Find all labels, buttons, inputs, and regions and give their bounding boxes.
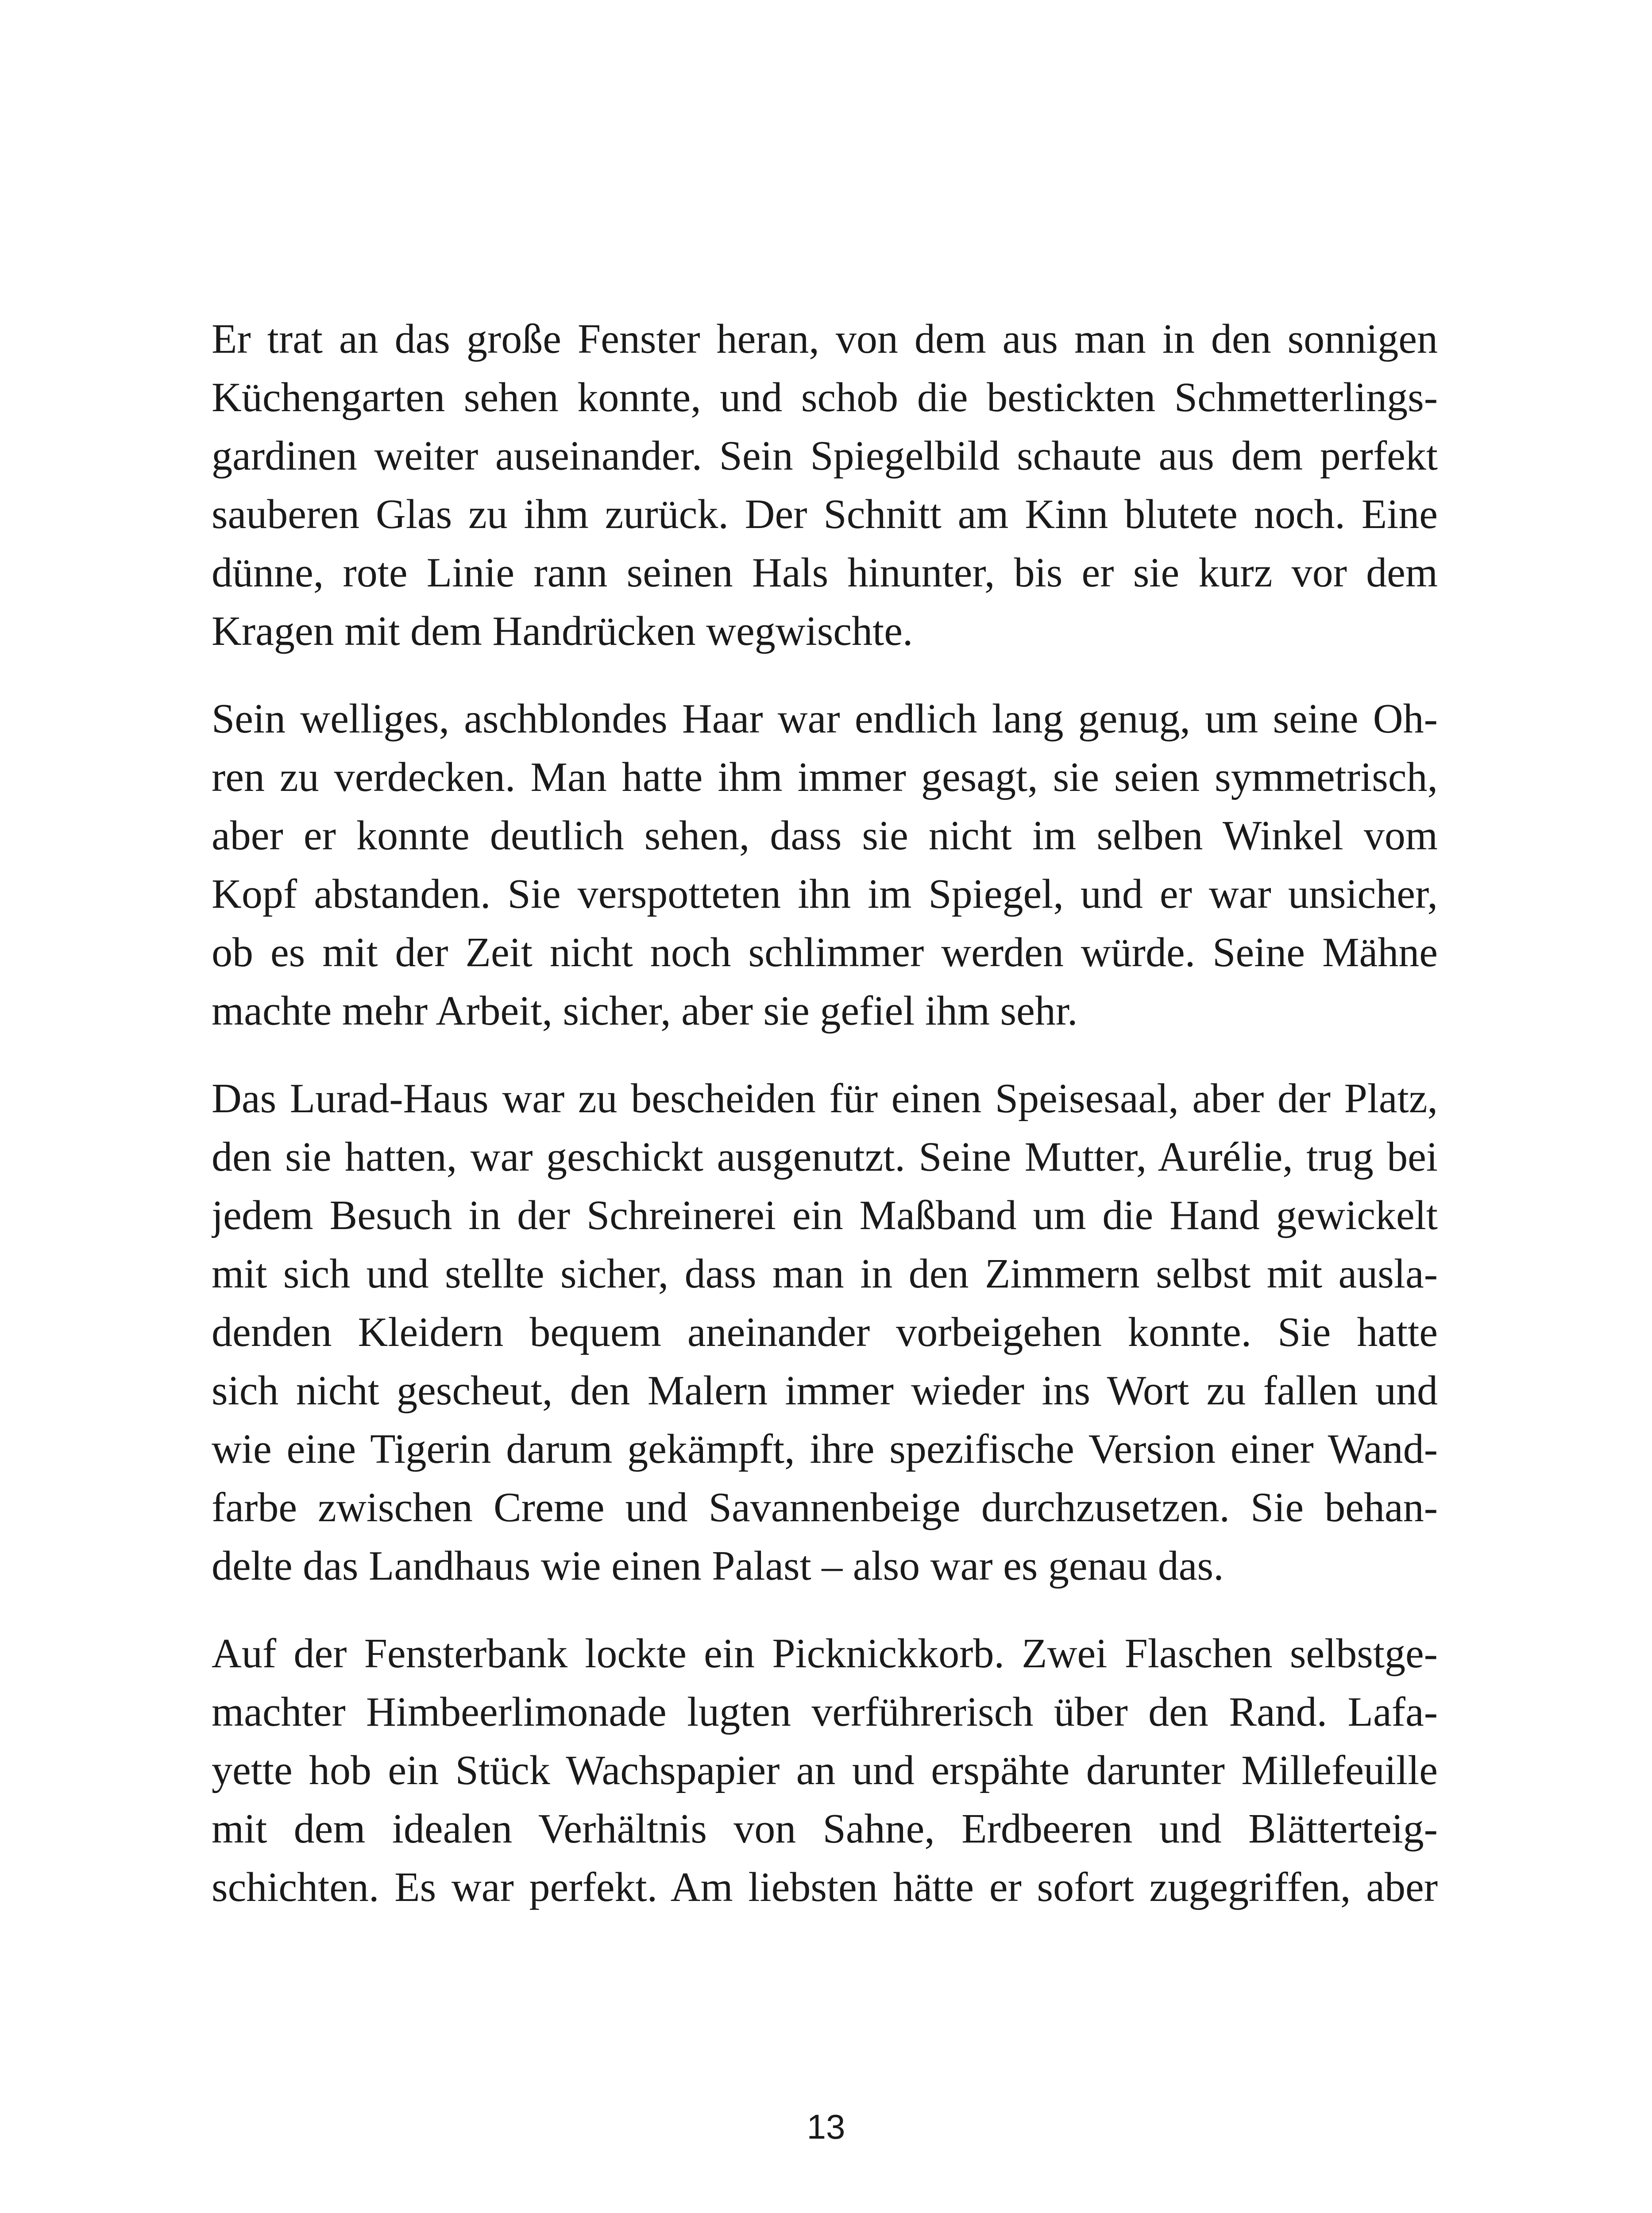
- text-line: Kopf abstanden. Sie verspotteten ihn im Spiegel, und er war unsicher,: [212, 871, 1438, 917]
- text-line: denden Kleidern bequem aneinander vorbeigehen konnte. Sie hatte: [212, 1309, 1438, 1355]
- paragraph-2: [212, 690, 1438, 1040]
- page-number: 13: [807, 2107, 845, 2146]
- text-line: jedem Besuch in der Schreinerei ein Maßband um die Hand gewickelt: [212, 1192, 1438, 1238]
- text-line: Auf der Fensterbank lockte ein Picknickkorb. Zwei Flaschen selbstge-: [212, 1631, 1438, 1677]
- text-line: delte das Landhaus wie einen Palast – also war es genau das.: [212, 1543, 1224, 1589]
- text-line: gardinen weiter auseinander. Sein Spiegelbild schaute aus dem perfekt: [212, 433, 1438, 479]
- text-line: aber er konnte deutlich sehen, dass sie nicht im selben Winkel vom: [212, 813, 1438, 859]
- text-line: yette hob ein Stück Wachspapier an und erspähte darunter Millefeuille: [212, 1747, 1438, 1793]
- text-line: dünne, rote Linie rann seinen Hals hinunter, bis er sie kurz vor dem: [212, 550, 1438, 596]
- text-line: sich nicht gescheut, den Malern immer wieder ins Wort zu fallen und: [212, 1368, 1438, 1414]
- text-line: Kragen mit dem Handrücken wegwischte.: [212, 608, 913, 654]
- text-line: ob es mit der Zeit nicht noch schlimmer werden würde. Seine Mähne: [212, 929, 1438, 975]
- text-line: wie eine Tigerin darum gekämpft, ihre spezifische Version einer Wand-: [212, 1426, 1438, 1472]
- text-line: mit dem idealen Verhältnis von Sahne, Erdbeeren und Blätterteig-: [212, 1806, 1438, 1852]
- text-line: machte mehr Arbeit, sicher, aber sie gefiel ihm sehr.: [212, 988, 1078, 1034]
- text-line: Küchengarten sehen konnte, und schob die bestickten Schmetterlings-: [212, 374, 1438, 420]
- text-line: ren zu verdecken. Man hatte ihm immer gesagt, sie seien symmetrisch,: [212, 754, 1438, 800]
- text-line: Er trat an das große Fenster heran, von dem aus man in den sonnigen: [212, 316, 1438, 362]
- paragraph-3: [212, 1069, 1438, 1595]
- text-line: Das Lurad-Haus war zu bescheiden für einen Speisesaal, aber der Platz,: [212, 1076, 1438, 1122]
- paragraph-4: [212, 1624, 1438, 1916]
- text-line: sauberen Glas zu ihm zurück. Der Schnitt am Kinn blutete noch. Eine: [212, 491, 1438, 537]
- body-text: [212, 310, 1438, 1946]
- text-line: farbe zwischen Creme und Savannenbeige durchzusetzen. Sie behan-: [212, 1484, 1438, 1531]
- text-line: schichten. Es war perfekt. Am liebsten hätte er sofort zugegriffen, aber: [212, 1864, 1438, 1910]
- paragraph-1: [212, 310, 1438, 660]
- text-line: Sein welliges, aschblondes Haar war endlich lang genug, um seine Oh-: [212, 696, 1438, 742]
- text-line: mit sich und stellte sicher, dass man in den Zimmern selbst mit ausla-: [212, 1251, 1438, 1297]
- text-line: den sie hatten, war geschickt ausgenutzt. Seine Mutter, Aurélie, trug bei: [212, 1134, 1438, 1180]
- text-line: machter Himbeerlimonade lugten verführerisch über den Rand. Lafa-: [212, 1689, 1438, 1735]
